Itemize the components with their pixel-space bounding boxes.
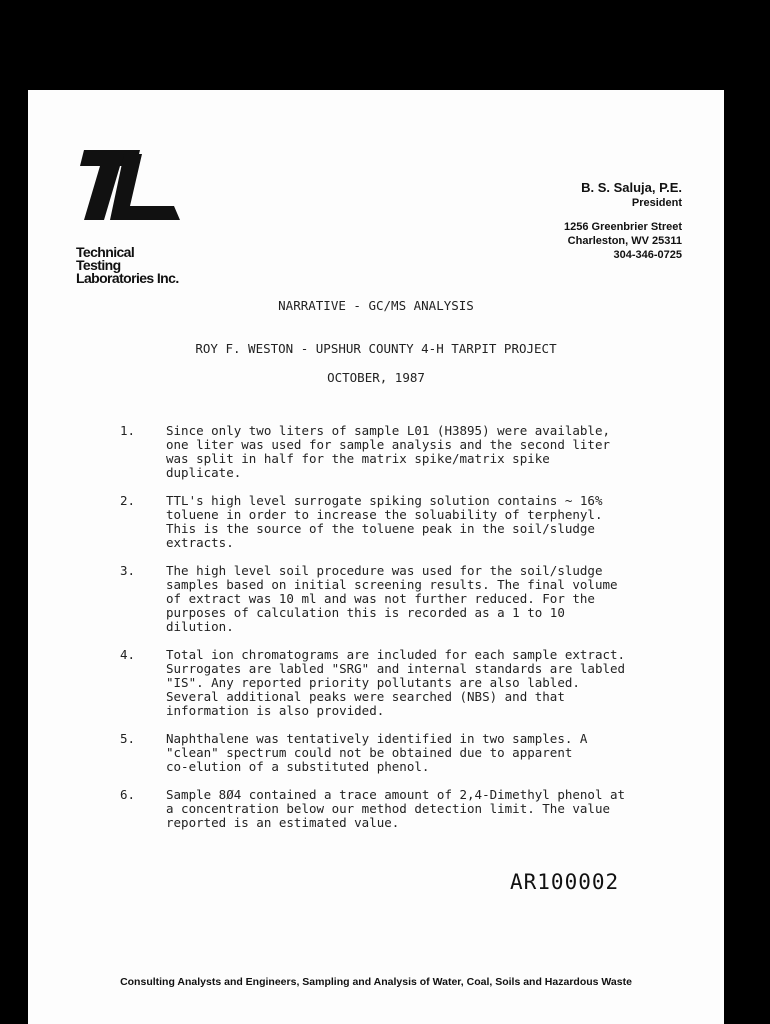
list-item (120, 648, 680, 718)
project-title: ROY F. WESTON - UPSHUR COUNTY 4-H TARPIT PROJECT (195, 341, 557, 356)
company-logo (76, 148, 186, 228)
document-page (28, 90, 724, 1024)
logo-line-1: Technical (76, 244, 135, 260)
item-text: Since only two liters of sample L01 (H3895) were available, one liter was used for sample analysis and the second liter was split in half for the matrix spike/matrix spike duplicate. (166, 423, 611, 480)
document-date: OCTOBER, 1987 (327, 370, 425, 385)
item-number: 4. (120, 647, 136, 662)
list-item (120, 788, 680, 830)
phone-number: 304-346-0725 (613, 249, 682, 261)
letterhead (564, 180, 682, 262)
list-item (120, 564, 680, 634)
item-text: The high level soil procedure was used for the soil/sludge samples based on initial screening results. The final volume of extract was 10 ml and was not further reduced. For the purposes of calculation this is recorded as a 1 to 10 dilution. (166, 563, 618, 634)
footer-tagline: Consulting Analysts and Engineers, Sampling and Analysis of Water, Coal, Soils and Hazardous Waste (120, 976, 632, 988)
item-number: 5. (120, 731, 136, 746)
item-text: Sample 8Ø4 contained a trace amount of 2,4-Dimethyl phenol at a concentration below our method detection limit. The value reported is an estimated value. (166, 787, 626, 830)
item-text: Total ion chromatograms are included for each sample extract. Surrogates are labled "SRG" and internal standards are labled "IS". Any reported priority pollutants are also labled. Several additional peaks were searched (NBS) and that information is also provided. (166, 647, 626, 718)
president-title: President (631, 197, 682, 209)
item-number: 6. (120, 787, 136, 802)
item-number: 2. (120, 493, 136, 508)
item-text: TTL's high level surrogate spiking solution contains ~ 16% toluene in order to increase the soluability of terphenyl. This is the source of the toluene peak in the soil/sludge extracts. (166, 493, 603, 550)
document-id: AR100002 (510, 870, 620, 894)
president-name: B. S. Saluja, P.E. (581, 180, 682, 195)
company-name (76, 246, 179, 285)
list-item (120, 494, 680, 550)
item-number: 3. (120, 563, 136, 578)
item-text: Naphthalene was tentatively identified in two samples. A "clean" spectrum could not be obtained due to apparent co-elution of a substituted phenol. (166, 731, 588, 774)
item-number: 1. (120, 423, 136, 438)
narrative-list (120, 424, 680, 844)
logo-line-3: Laboratories Inc. (76, 270, 179, 286)
list-item (120, 732, 680, 774)
document-title: NARRATIVE - GC/MS ANALYSIS (278, 298, 474, 313)
logo-line-2: Testing (76, 257, 121, 273)
address-street: 1256 Greenbrier Street (563, 221, 682, 233)
list-item (120, 424, 680, 480)
address-city: Charleston, WV 25311 (567, 235, 682, 247)
